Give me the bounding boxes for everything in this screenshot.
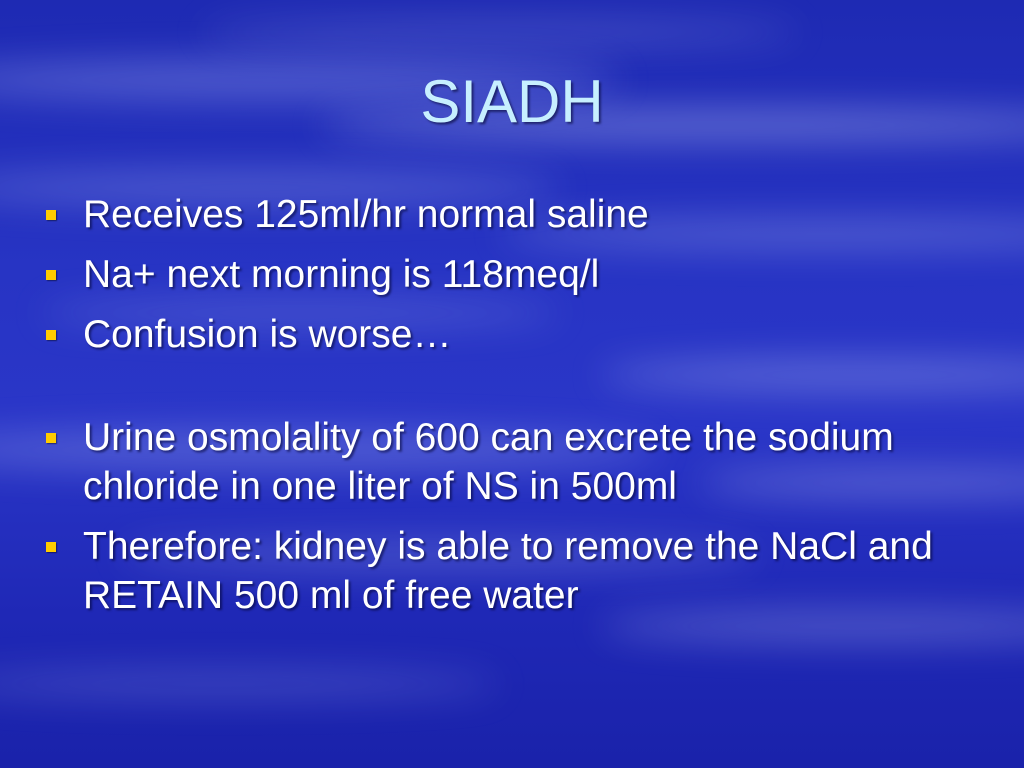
square-bullet-icon — [46, 330, 56, 340]
square-bullet-icon — [46, 270, 56, 280]
bullet-text: Urine osmolality of 600 can excrete the sodium chloride in one liter of NS in 500ml — [83, 416, 894, 508]
bullet-item — [46, 190, 996, 239]
background-streak — [200, 20, 800, 44]
background-streak — [0, 670, 500, 698]
bullet-text: Receives 125ml/hr normal saline — [83, 193, 649, 236]
bullet-item — [46, 413, 996, 511]
square-bullet-icon — [46, 542, 56, 552]
bullet-item — [46, 250, 996, 299]
bullet-text: Na+ next morning is 118meq/l — [83, 253, 600, 296]
bullet-item — [46, 310, 996, 359]
bullet-text: Confusion is worse… — [83, 313, 452, 356]
bullet-text: Therefore: kidney is able to remove the NaCl and RETAIN 500 ml of free water — [83, 525, 933, 617]
bullet-item — [46, 522, 996, 620]
square-bullet-icon — [46, 210, 56, 220]
square-bullet-icon — [46, 433, 56, 443]
slide-title: SIADH — [420, 68, 604, 135]
bullet-list — [46, 190, 996, 631]
